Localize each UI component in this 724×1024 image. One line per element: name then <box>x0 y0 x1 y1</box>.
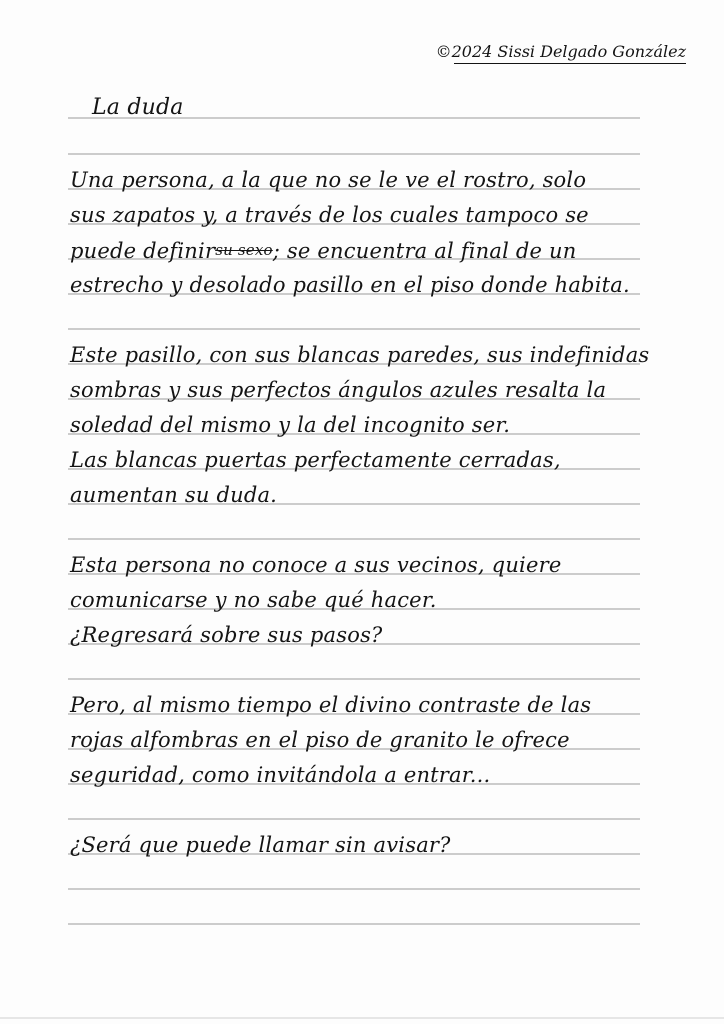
text-line-16: ¿Será que puede llamar sin avisar? <box>70 833 451 857</box>
text-line-4: estrecho y desolado pasillo en el piso donde habita. <box>70 273 630 297</box>
text-line-2: sus zapatos y, a través de los cuales tampoco se <box>70 203 589 227</box>
text-line-1: Una persona, a la que no se le ve el rostro, solo <box>70 168 587 192</box>
text-line-3 <box>70 238 577 263</box>
copyright-signature <box>436 42 686 61</box>
text-line-8: Las blancas puertas perfectamente cerradas, <box>70 448 561 472</box>
text-line-13: Pero, al mismo tiempo el divino contraste de las <box>70 693 592 717</box>
copyright-text: ©2024 Sissi Delgado González <box>435 42 686 61</box>
text-fragment: ; se encuentra al final de un <box>272 239 577 263</box>
text-line-7: soledad del mismo y la del incognito ser. <box>70 413 511 437</box>
page-title: La duda <box>92 95 184 120</box>
text-line-12: ¿Regresará sobre sus pasos? <box>70 623 383 647</box>
text-line-9: aumentan su duda. <box>70 483 278 507</box>
text-fragment: puede definir <box>70 239 216 263</box>
text-line-15: seguridad, como invitándola a entrar... <box>70 763 491 787</box>
text-line-10: Esta persona no conoce a sus vecinos, quiere <box>70 553 562 577</box>
text-line-11: comunicarse y no sabe qué hacer. <box>70 588 437 612</box>
copyright-underline <box>454 63 686 64</box>
crossed-out-text: su sexo <box>215 241 273 259</box>
text-line-14: rojas alfombras en el piso de granito le ofrece <box>70 728 570 752</box>
text-line-6: sombras y sus perfectos ángulos azules resalta la <box>70 378 607 402</box>
text-line-5: Este pasillo, con sus blancas paredes, sus indefinidas <box>70 343 650 367</box>
